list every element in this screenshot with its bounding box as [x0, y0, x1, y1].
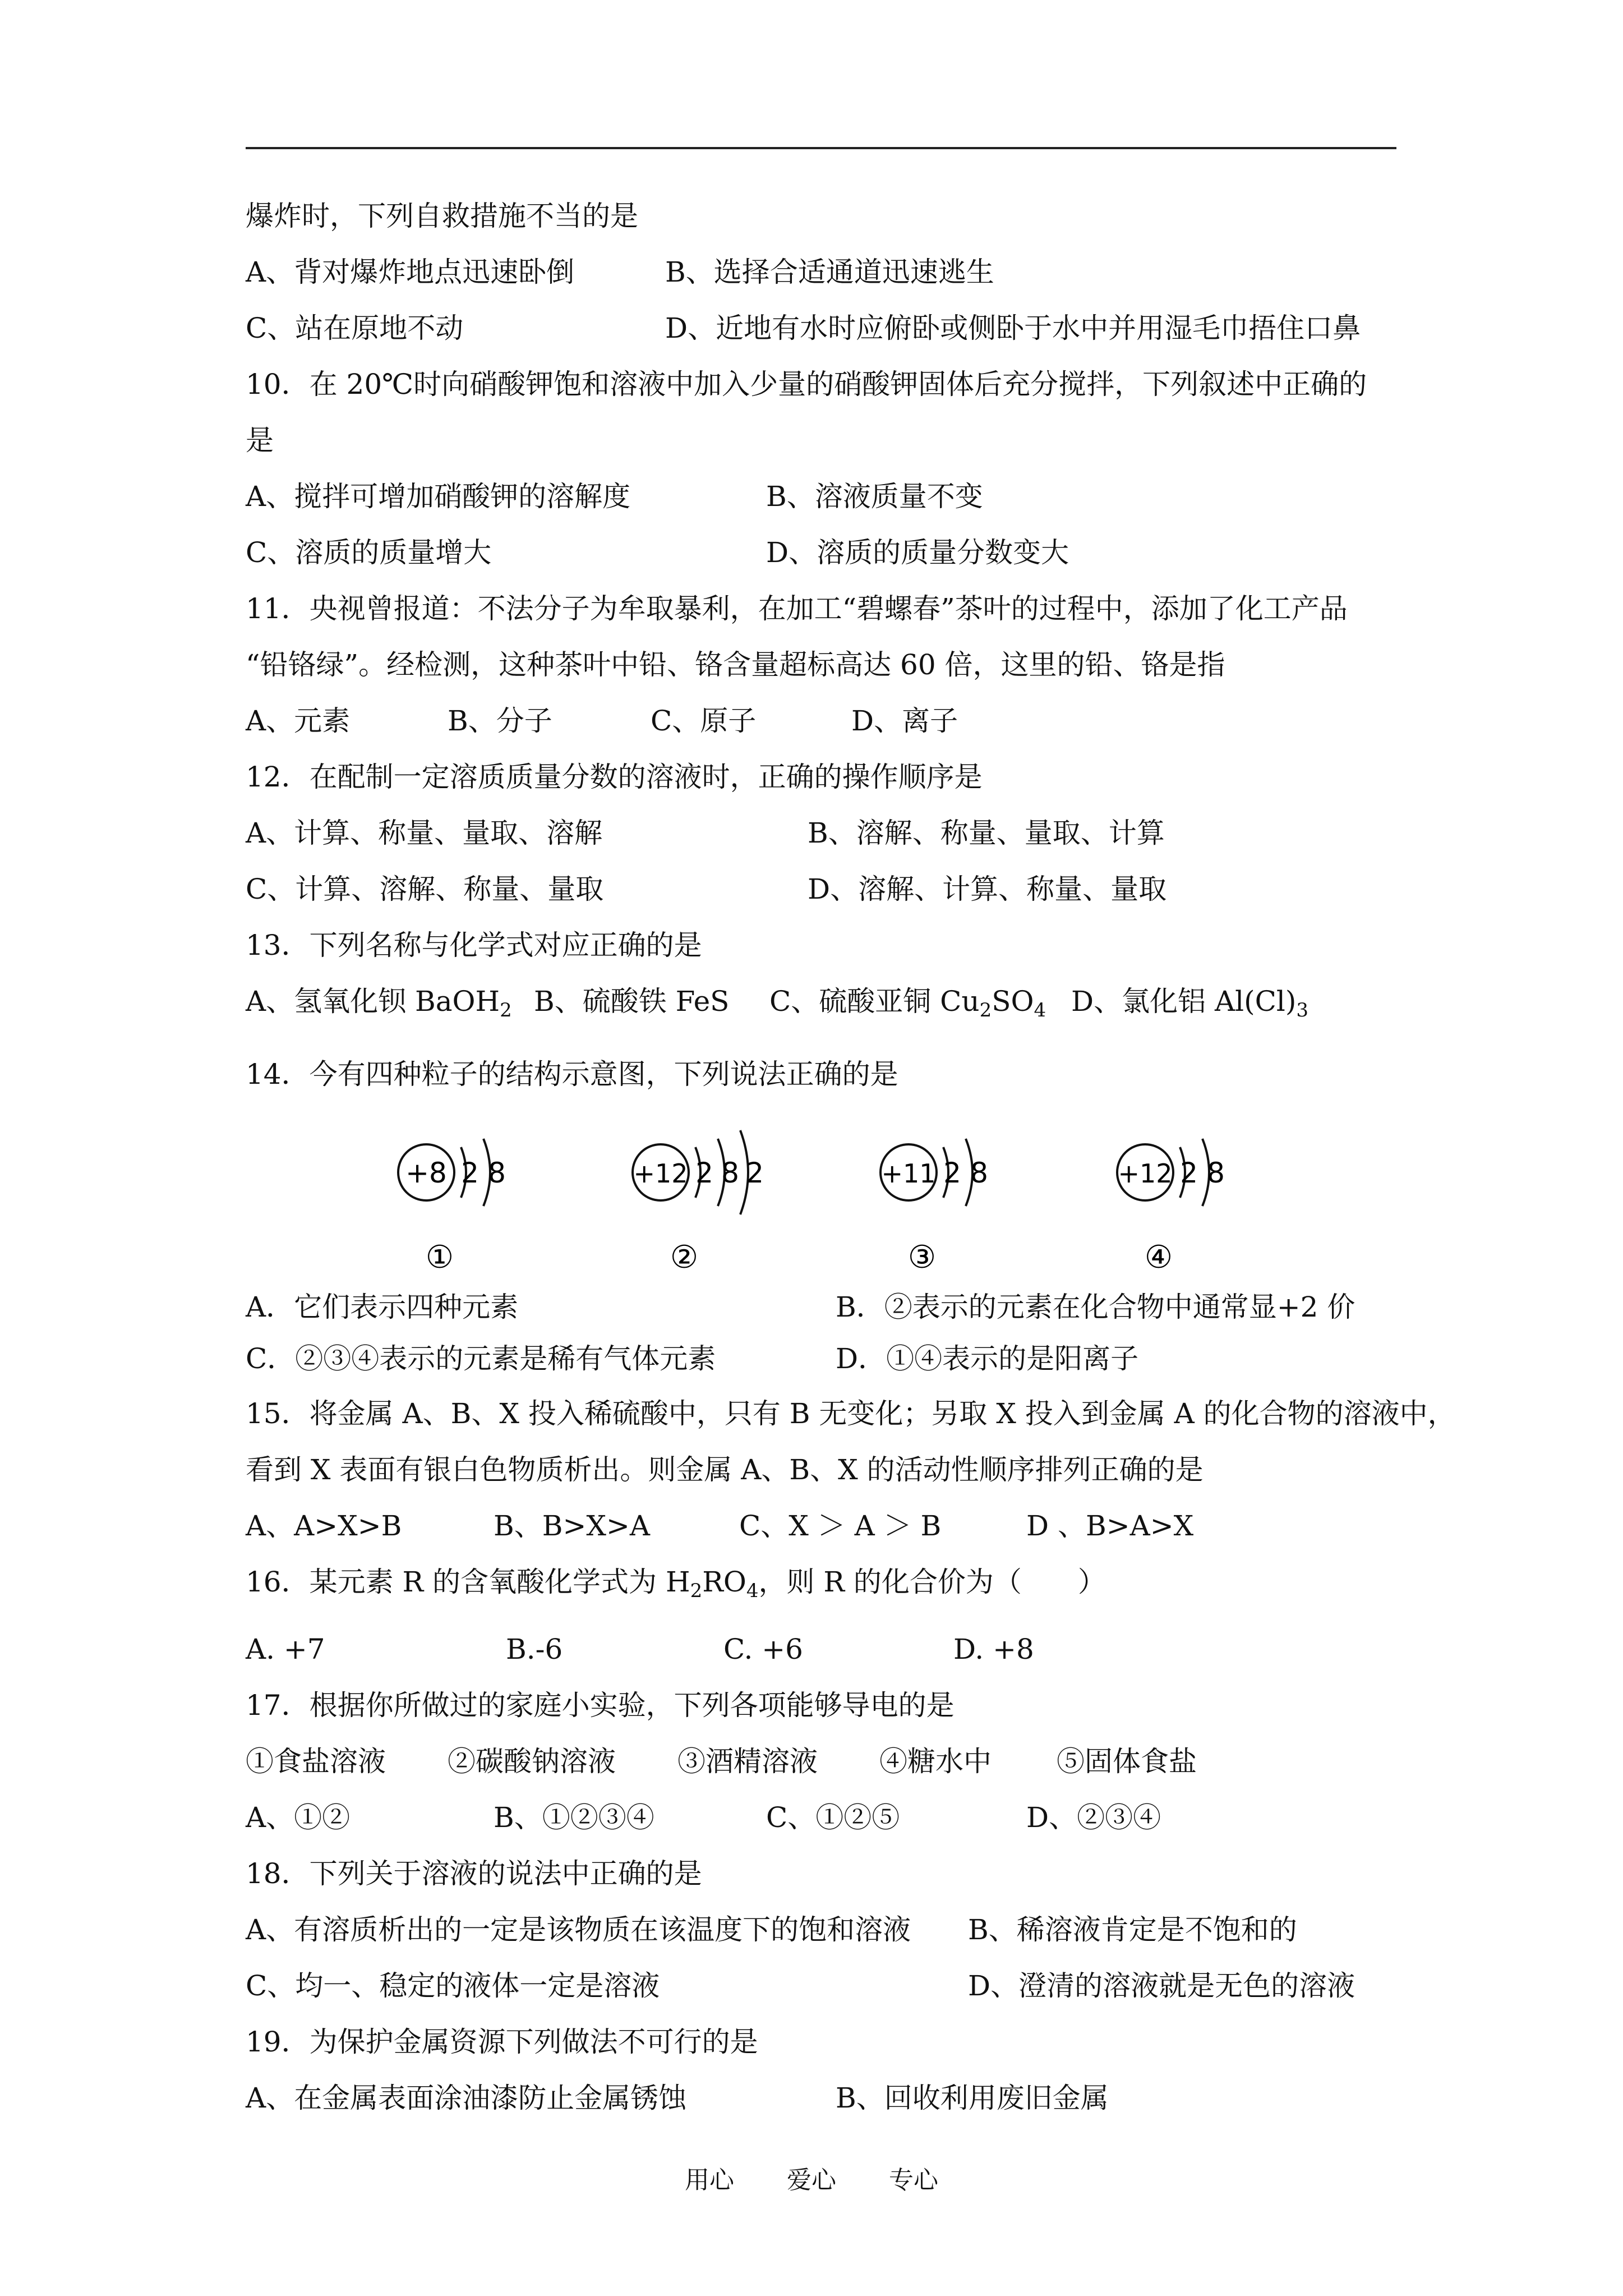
q13-option-c: C、硫酸亚铜 $Cu_2SO_4$ [769, 985, 1046, 1022]
q14-option-a: A．它们表示四种元素 [246, 1291, 519, 1323]
atom-diagram-1 [387, 1128, 566, 1285]
q18-option-c: C、均一、稳定的液体一定是溶液 [246, 1970, 660, 2002]
q18-option-a: A、有溶质析出的一定是该物质在该温度下的饱和溶液 [246, 1913, 911, 1946]
q13-option-a: A、氢氧化钡 BaOH$_2$ [246, 985, 512, 1022]
atom-4-label: ④ [1144, 1239, 1173, 1276]
q16-option-d: D. +8 [953, 1633, 1034, 1665]
atom-3-shell-2: 8 [970, 1157, 988, 1189]
atom-2-shell-3: 2 [746, 1157, 764, 1189]
atom-1-label: ① [425, 1239, 454, 1276]
page-footer [0, 2160, 1623, 2196]
q13-option-d: D、氯化铝 $Al(Cl)_3$ [1071, 985, 1308, 1022]
q18-option-d: D、澄清的溶液就是无色的溶液 [968, 1970, 1355, 2002]
atom-1-nucleus: +8 [405, 1157, 447, 1189]
atom-3-nucleus: +11 [881, 1158, 936, 1189]
footer-word-3: 专心 [889, 2166, 938, 2194]
atom-diagram-3 [869, 1128, 1049, 1285]
q17-item-3: ③酒精溶液 [677, 1745, 818, 1778]
q14-stem: 14．今有四种粒子的结构示意图，下列说法正确的是 [246, 1058, 898, 1091]
q19-option-a: A、在金属表面涂油漆防止金属锈蚀 [246, 2082, 687, 2114]
q11-option-a: A、元素 [246, 705, 351, 737]
q11-option-d: D、离子 [851, 705, 958, 737]
q17-option-d: D、②③④ [1026, 1801, 1161, 1834]
q11-stem-line1: 11．央视曾报道：不法分子为牟取暴利，在加工“碧螺春”茶叶的过程中，添加了化工产品 [246, 592, 1348, 625]
q13-stem: 13．下列名称与化学式对应正确的是 [246, 929, 702, 961]
q18-option-b: B、稀溶液肯定是不饱和的 [968, 1913, 1297, 1946]
q9-stem: 爆炸时，下列自救措施不当的是 [246, 200, 638, 232]
q11-stem-line2: “铅铬绿”。经检测，这种茶叶中铅、铬含量超标高达 60 倍，这里的铅、铬是指 [246, 648, 1225, 681]
q17-option-b: B、①②③④ [494, 1801, 654, 1834]
footer-word-2: 爱心 [787, 2166, 836, 2194]
q15-stem-line2: 看到 X 表面有银白色物质析出。则金属 A、B、X 的活动性顺序排列正确的是 [246, 1453, 1204, 1486]
header-rule [246, 147, 1396, 149]
q15-option-d: D 、B>A>X [1026, 1510, 1194, 1542]
q10-option-c: C、溶质的质量增大 [246, 536, 492, 569]
q10-stem-line2: 是 [246, 424, 274, 457]
q17-option-a: A、①② [246, 1801, 351, 1834]
atom-2-shell-2: 8 [721, 1157, 739, 1189]
q14-option-c: C．②③④表示的元素是稀有气体元素 [246, 1342, 716, 1375]
q16-option-a: A. +7 [246, 1633, 325, 1665]
atom-3-label: ③ [907, 1239, 937, 1276]
atom-2-shell-1: 2 [695, 1157, 713, 1189]
q10-option-d: D、溶质的质量分数变大 [766, 536, 1069, 569]
atom-diagram-2 [621, 1128, 801, 1285]
q14-option-b: B．②表示的元素在化合物中通常显+2 价 [836, 1291, 1355, 1323]
atom-2-nucleus: +12 [633, 1158, 688, 1189]
atom-4-nucleus: +12 [1118, 1158, 1173, 1189]
q9-option-b: B、选择合适通道迅速逃生 [665, 256, 994, 288]
footer-word-1: 用心 [685, 2166, 734, 2194]
q16-option-b: B.-6 [506, 1633, 563, 1665]
atom-2-label: ② [670, 1239, 699, 1276]
q9-option-a: A、背对爆炸地点迅速卧倒 [246, 256, 575, 288]
q19-stem: 19．为保护金属资源下列做法不可行的是 [246, 2026, 758, 2058]
q17-item-1: ①食盐溶液 [246, 1745, 386, 1778]
q18-stem: 18．下列关于溶液的说法中正确的是 [246, 1857, 702, 1890]
q12-option-c: C、计算、溶解、称量、量取 [246, 873, 604, 905]
atom-4-shell-1: 2 [1180, 1157, 1198, 1189]
atom-1-shell-2: 8 [488, 1157, 506, 1189]
q16-stem: 16．某元素 R 的含氧酸化学式为 $H_2RO_4$，则 R 的化合价为（ ） [246, 1566, 1106, 1602]
q9-option-d: D、近地有水时应俯卧或侧卧于水中并用湿毛巾捂住口鼻 [665, 312, 1361, 344]
q17-stem: 17．根据你所做过的家庭小实验，下列各项能够导电的是 [246, 1689, 955, 1722]
atom-4-shell-2: 8 [1207, 1157, 1225, 1189]
q12-option-d: D、溶解、计算、称量、量取 [808, 873, 1167, 905]
q17-item-4: ④糖水中 [879, 1745, 992, 1778]
q14-option-d: D．①④表示的是阳离子 [836, 1342, 1139, 1375]
q19-option-b: B、回收利用废旧金属 [836, 2082, 1109, 2114]
q11-option-c: C、原子 [651, 705, 757, 737]
q17-item-2: ②碳酸钠溶液 [448, 1745, 616, 1778]
q12-stem: 12．在配制一定溶质质量分数的溶液时，正确的操作顺序是 [246, 761, 983, 793]
q16-option-c: C. +6 [723, 1633, 803, 1665]
q15-stem-line1: 15．将金属 A、B、X 投入稀硫酸中，只有 B 无变化；另取 X 投入到金属 A 的化合物的溶液中， [246, 1397, 1456, 1430]
q17-option-c: C、①②⑤ [766, 1801, 900, 1834]
q12-option-b: B、溶解、称量、量取、计算 [808, 817, 1165, 849]
q10-option-b: B、溶液质量不变 [766, 480, 983, 513]
q10-stem-line1: 10．在 20℃时向硝酸钾饱和溶液中加入少量的硝酸钾固体后充分搅拌，下列叙述中正确的 [246, 368, 1367, 401]
q12-option-a: A、计算、称量、量取、溶解 [246, 817, 603, 849]
q11-option-b: B、分子 [448, 705, 552, 737]
atom-3-shell-1: 2 [943, 1157, 961, 1189]
q15-option-c: C、X ＞ A ＞ B [739, 1510, 942, 1542]
q15-option-b: B、B>X>A [494, 1510, 650, 1542]
q17-item-5: ⑤固体食盐 [1057, 1745, 1197, 1778]
q15-option-a: A、A>X>B [246, 1510, 402, 1542]
atom-1-shell-1: 2 [461, 1157, 479, 1189]
q13-option-b: B、硫酸铁 FeS [534, 985, 730, 1018]
q9-option-c: C、站在原地不动 [246, 312, 464, 344]
q10-option-a: A、搅拌可增加硝酸钾的溶解度 [246, 480, 631, 513]
atom-diagram-4 [1106, 1128, 1285, 1285]
